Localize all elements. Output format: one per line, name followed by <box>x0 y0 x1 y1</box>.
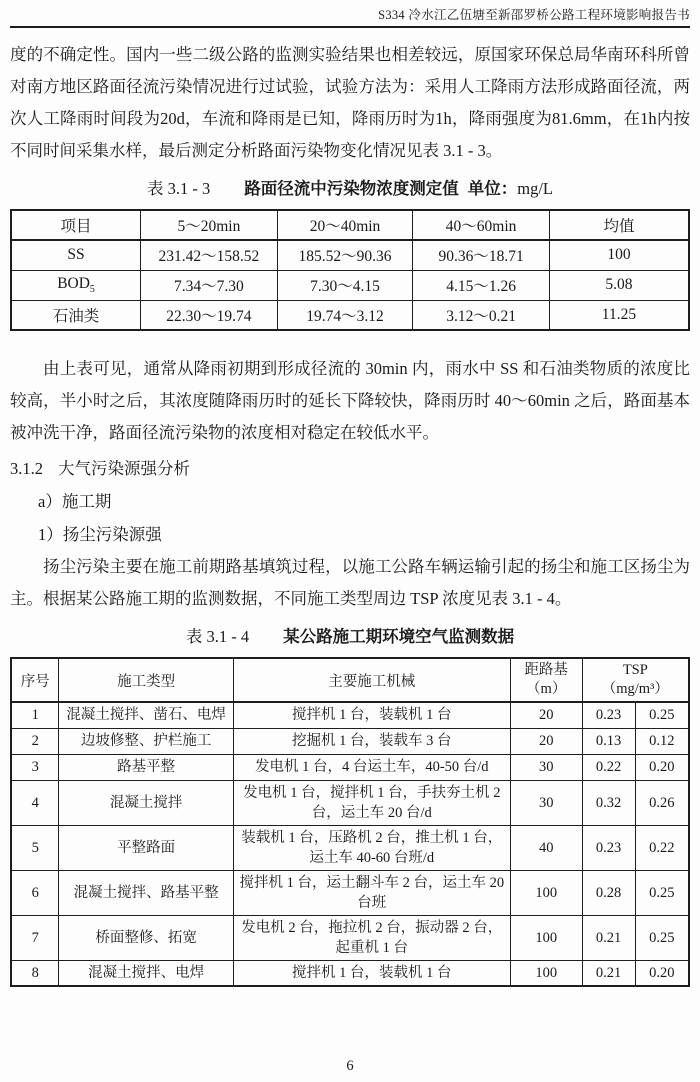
table-cell: 0.13 <box>582 728 635 754</box>
table-row <box>11 780 689 825</box>
table2-caption-title: 某公路施工期环境空气监测数据 <box>283 627 515 646</box>
table-cell: 平整路面 <box>59 825 233 870</box>
table-cell: 边坡修整、护栏施工 <box>59 728 233 754</box>
table-cell: 100 <box>510 915 582 960</box>
table-cell: 20 <box>510 702 582 728</box>
page-number: 6 <box>346 1058 354 1074</box>
table-cell: 0.20 <box>635 754 689 780</box>
table-cell: 231.42～158.52 <box>141 240 278 270</box>
header-title: S334 冷水江乙伍塘至新邵罗桥公路工程环境影响报告书 <box>378 8 690 22</box>
table-cell: 路基平整 <box>59 754 233 780</box>
table-cell: 4.15～1.26 <box>413 270 550 300</box>
table-row <box>11 300 689 330</box>
table-row <box>11 702 689 728</box>
table-header-row <box>11 210 689 240</box>
table-cell: 19.74～3.12 <box>277 300 413 330</box>
table-cell: 桥面整修、拓宽 <box>59 915 233 960</box>
table-cell: 11.25 <box>549 300 689 330</box>
table-cell: 0.22 <box>635 825 689 870</box>
table-cell: 6 <box>11 870 59 915</box>
column-header-distance <box>510 658 582 702</box>
table-header-row <box>11 658 689 702</box>
column-header-5-20min: 5～20min <box>141 210 278 240</box>
table-cell: 100 <box>510 960 582 986</box>
table-cell: 0.21 <box>582 960 635 986</box>
table-row <box>11 728 689 754</box>
table-cell: 发电机 1 台，搅拌机 1 台，手扶夯土机 2 台，运土车 20 台/d <box>233 780 510 825</box>
table-runoff-pollutant-concentration <box>10 209 690 331</box>
table-cell: 7.30～4.15 <box>277 270 413 300</box>
table-cell: 装载机 1 台，压路机 2 台，推土机 1 台，运土车 40-60 台班/d <box>233 825 510 870</box>
section-number: 3.1.2 <box>10 459 43 478</box>
column-header-item: 项目 <box>11 210 141 240</box>
table-cell: 混凝土搅拌、凿石、电焊 <box>59 702 233 728</box>
table-cell: 40 <box>510 825 582 870</box>
table-cell: 2 <box>11 728 59 754</box>
table2-caption-label: 表 3.1 - 4 <box>185 627 250 646</box>
table-row <box>11 915 689 960</box>
column-header-construction-type: 施工类型 <box>59 658 233 702</box>
column-header-20-40min: 20～40min <box>277 210 413 240</box>
table-cell: 搅拌机 1 台，装载机 1 台 <box>233 960 510 986</box>
table1-body <box>11 240 689 330</box>
table-cell: 4 <box>11 780 59 825</box>
subsection-a-construction-period: a）施工期 <box>38 492 112 511</box>
table-cell: 石油类 <box>11 300 141 330</box>
table-row <box>11 270 689 300</box>
table-cell: 发电机 2 台，拖拉机 2 台，振动器 2 台，起重机 1 台 <box>233 915 510 960</box>
section-heading-3-1-2 <box>10 452 690 485</box>
column-header-40-60min: 40～60min <box>413 210 550 240</box>
column-header-machinery: 主要施工机械 <box>233 658 510 702</box>
paragraph-runoff-intro: 度的不确定性。国内一些二级公路的监测实验结果也相差较远，原国家环保总局华南环科所曾对南方地区路面径流污染情况进行过试验，试验方法为：采用人工降雨方法形成路面径流，两次人工降雨时间段为20d，车流和降雨是已知，降雨历时为1h，降雨强度为81.6mm，在1h内按不同时间采集水样，最后测定分析路面污染物变化情况见表 3.1 - 3。 <box>10 45 690 160</box>
table-row <box>11 870 689 915</box>
table-cell: 0.26 <box>635 780 689 825</box>
column-header-mean: 均值 <box>549 210 689 240</box>
table-cell: 100 <box>549 240 689 270</box>
distance-header-line2: （m） <box>526 681 567 697</box>
table-cell: 90.36～18.71 <box>413 240 550 270</box>
table-cell: 0.12 <box>635 728 689 754</box>
table-cell: 0.20 <box>635 960 689 986</box>
table2-body <box>11 702 689 986</box>
page-header <box>10 0 690 28</box>
table2-caption <box>10 624 690 650</box>
table-cell: 185.52～90.36 <box>277 240 413 270</box>
table-cell: 发电机 1 台，4 台运土车，40-50 台/d <box>233 754 510 780</box>
table1-caption-title: 路面径流中污染物浓度测定值 <box>244 179 459 198</box>
table-cell: 混凝土搅拌 <box>59 780 233 825</box>
table-cell: 3 <box>11 754 59 780</box>
table1-caption-unit-label: 单位： <box>467 179 518 198</box>
distance-header-line1: 距路基 <box>524 662 568 678</box>
table1-caption-label: 表 3.1 - 3 <box>147 179 211 198</box>
tsp-header-line2: （mg/m³） <box>601 681 669 697</box>
table-cell: 0.23 <box>582 702 635 728</box>
paragraph-dust-intro: 扬尘污染主要在施工前期路基填筑过程，以施工公路车辆运输引起的扬尘和施工区扬尘为主。根据某公路施工期的监测数据，不同施工类型周边 TSP 浓度见表 3.1 - 4。 <box>10 557 690 608</box>
table-cell: 7 <box>11 915 59 960</box>
table-cell: 搅拌机 1 台，装载机 1 台 <box>233 702 510 728</box>
table-cell: 0.25 <box>635 915 689 960</box>
table-cell: 搅拌机 1 台，运土翻斗车 2 台，运土车 20 台班 <box>233 870 510 915</box>
table-cell: 挖掘机 1 台，装载车 3 台 <box>233 728 510 754</box>
table-cell: 5.08 <box>549 270 689 300</box>
table-cell: 0.32 <box>582 780 635 825</box>
subsection-1-dust-pollution: 1）扬尘污染源强 <box>38 525 162 544</box>
paragraph-runoff-conclusion: 由上表可见，通常从降雨初期到形成径流的 30min 内，雨水中 SS 和石油类物质的浓度比较高，半小时之后，其浓度随降雨历时的延长下降较快，降雨历时 40～60min 之后，路面基本被冲洗干净，路面径流污染物的浓度相对稳定在较低水平。 <box>10 359 690 442</box>
table-cell: 22.30～19.74 <box>141 300 278 330</box>
table1-caption-unit-value: mg/L <box>517 179 553 198</box>
section-title: 大气污染源强分析 <box>58 459 190 478</box>
table-cell: 0.21 <box>582 915 635 960</box>
page-footer <box>0 1058 700 1075</box>
table-cell: SS <box>11 240 141 270</box>
table-cell: 30 <box>510 754 582 780</box>
tsp-header-line1: TSP <box>622 662 648 678</box>
table-cell: 0.22 <box>582 754 635 780</box>
table-cell: 0.23 <box>582 825 635 870</box>
table-cell: 1 <box>11 702 59 728</box>
table-cell: $BOD_5$ <box>11 270 141 300</box>
table-cell: 0.28 <box>582 870 635 915</box>
table-cell: 8 <box>11 960 59 986</box>
table-air-quality-monitoring <box>10 657 690 987</box>
column-header-tsp <box>582 658 689 702</box>
table-cell: 混凝土搅拌、电焊 <box>59 960 233 986</box>
table-cell: 30 <box>510 780 582 825</box>
table-row <box>11 240 689 270</box>
table-cell: 100 <box>510 870 582 915</box>
table-cell: 3.12～0.21 <box>413 300 550 330</box>
table-row <box>11 754 689 780</box>
table1-caption <box>10 176 690 202</box>
table-row <box>11 825 689 870</box>
table-cell: 混凝土搅拌、路基平整 <box>59 870 233 915</box>
table-row <box>11 960 689 986</box>
table-cell: 0.25 <box>635 870 689 915</box>
table-cell: 0.25 <box>635 702 689 728</box>
table-cell: 5 <box>11 825 59 870</box>
table-cell: 20 <box>510 728 582 754</box>
column-header-serial-no: 序号 <box>11 658 59 702</box>
table-cell: 7.34～7.30 <box>141 270 278 300</box>
